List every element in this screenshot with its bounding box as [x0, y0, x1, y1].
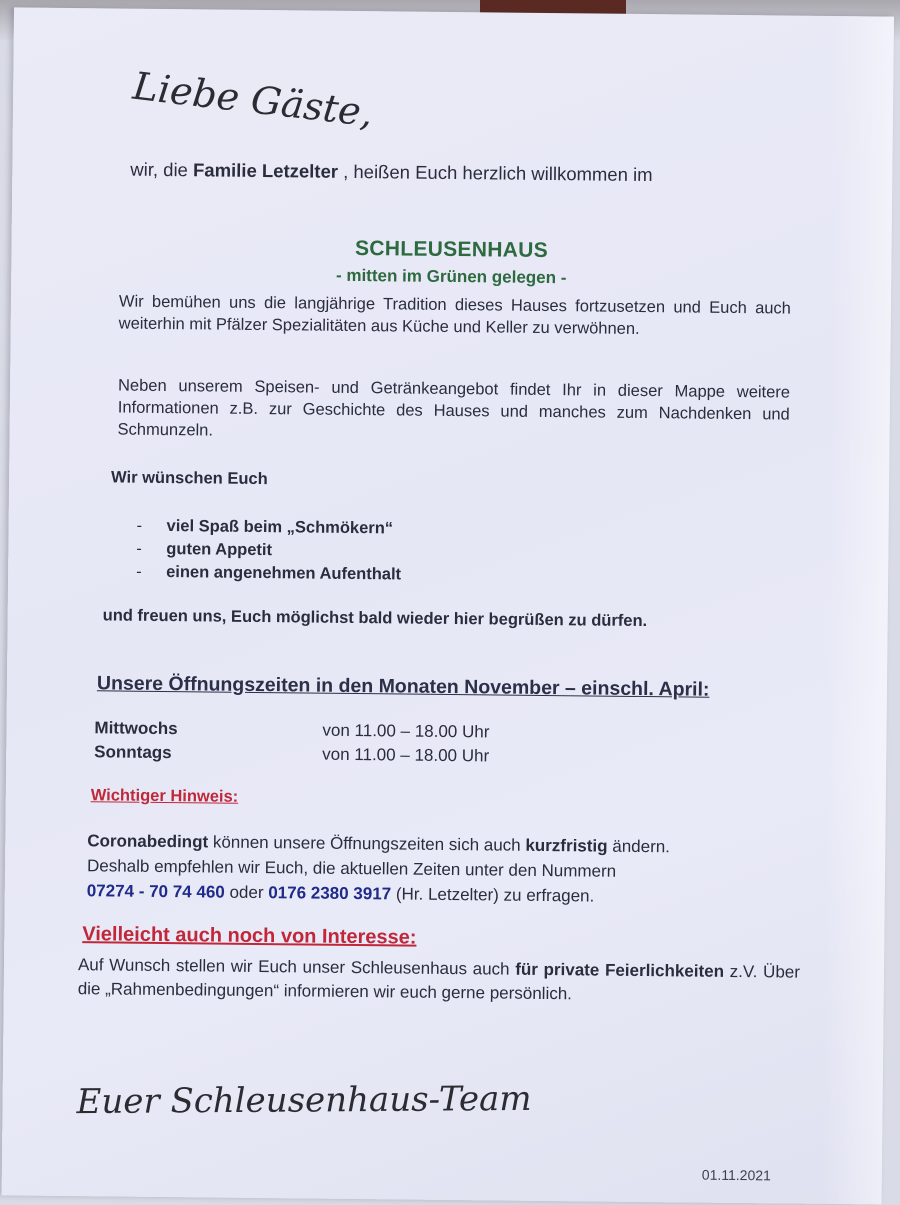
notice-title: Wichtiger Hinweis: [90, 786, 239, 806]
intro-paragraph: Wir bemühen uns die langjährige Tradition dieses Hauses fortzusetzen und Euch auch weiterhin mit Pfälzer Spezialitäten aus Küche und Keller zu verwöhnen. [118, 292, 792, 338]
wishes-intro: Wir wünschen Euch [111, 468, 268, 489]
document-date: 01.11.2021 [701, 1166, 771, 1184]
greeting: Liebe Gäste, [130, 63, 376, 136]
wish-item-text: viel Spaß beim „Schmökern“ [166, 517, 394, 538]
notice-bold-corona: Coronabedingt [87, 831, 209, 852]
wish-item-text: einen angenehmen Aufenthalt [166, 563, 402, 584]
notice-bold-short-notice: kurzfristig [525, 835, 608, 856]
family-name: Familie Letzelter [192, 159, 339, 182]
list-item [136, 515, 401, 541]
wishes-list [136, 515, 402, 587]
interest-title: Vielleicht auch noch von Interesse: [82, 923, 417, 949]
notice-or: oder [224, 882, 269, 903]
opening-hours-title: Unsere Öffnungszeiten in den Monaten November – einschl. April: [96, 672, 710, 701]
opening-hours-table [94, 716, 489, 768]
hours-row [94, 740, 489, 768]
list-dash: - [136, 562, 142, 581]
list-dash: - [136, 516, 143, 535]
interest-text-1: Auf Wunsch stellen wir Euch unser Schleusenhaus auch [77, 955, 516, 979]
notice-text [87, 828, 808, 911]
interest-text [78, 953, 800, 1009]
interest-text-2: z.V. Über die „Rahmenbedingungen“ informieren wir euch gerne persönlich. [77, 961, 801, 1004]
hours-time: von 11.00 – 18.00 Uhr [322, 720, 490, 742]
notice-tail: (Hr. Letzelter) zu erfragen. [391, 884, 595, 906]
welcome-pre: wir, die [130, 158, 194, 181]
list-item [136, 561, 401, 587]
hours-time: von 11.00 – 18.00 Uhr [322, 744, 490, 766]
phone-number-mobile: 0176 2380 3917 [268, 883, 392, 904]
notice-text-1: können unsere Öffnungszeiten sich auch [208, 832, 526, 855]
list-dash: - [136, 539, 142, 558]
phone-number-landline: 07274 - 70 74 460 [86, 881, 225, 902]
interest-bold: für private Feierlichkeiten [515, 959, 725, 981]
restaurant-subtitle: - mitten im Grünen gelegen - [335, 265, 567, 288]
info-paragraph: Neben unserem Speisen- und Getränkeangebot findet Ihr in dieser Mappe weitere Informationen z.B. zur Geschichte des Hauses und manches zum Nachdenken und Schmunzeln. [117, 376, 791, 440]
notice-text-2: ändern. [607, 836, 671, 857]
wish-item-text: guten Appetit [166, 540, 273, 560]
list-item [136, 538, 401, 564]
restaurant-title: SCHLEUSENHAUS [354, 236, 549, 262]
letter-sheet [2, 7, 894, 1204]
welcome-post: , heißen Euch herzlich willkommen im [337, 160, 653, 186]
signature: Euer Schleusenhaus-Team [76, 1078, 532, 1123]
hours-day: Mittwochs [94, 718, 178, 739]
notice-line-2: Deshalb empfehlen wir Euch, die aktuellen Zeiten unter den Nummern [86, 856, 617, 881]
closing-line: und freuen uns, Euch möglichst bald wieder hier begrüßen zu dürfen. [102, 606, 648, 631]
hours-day: Sonntags [94, 742, 172, 763]
welcome-line [130, 159, 652, 186]
